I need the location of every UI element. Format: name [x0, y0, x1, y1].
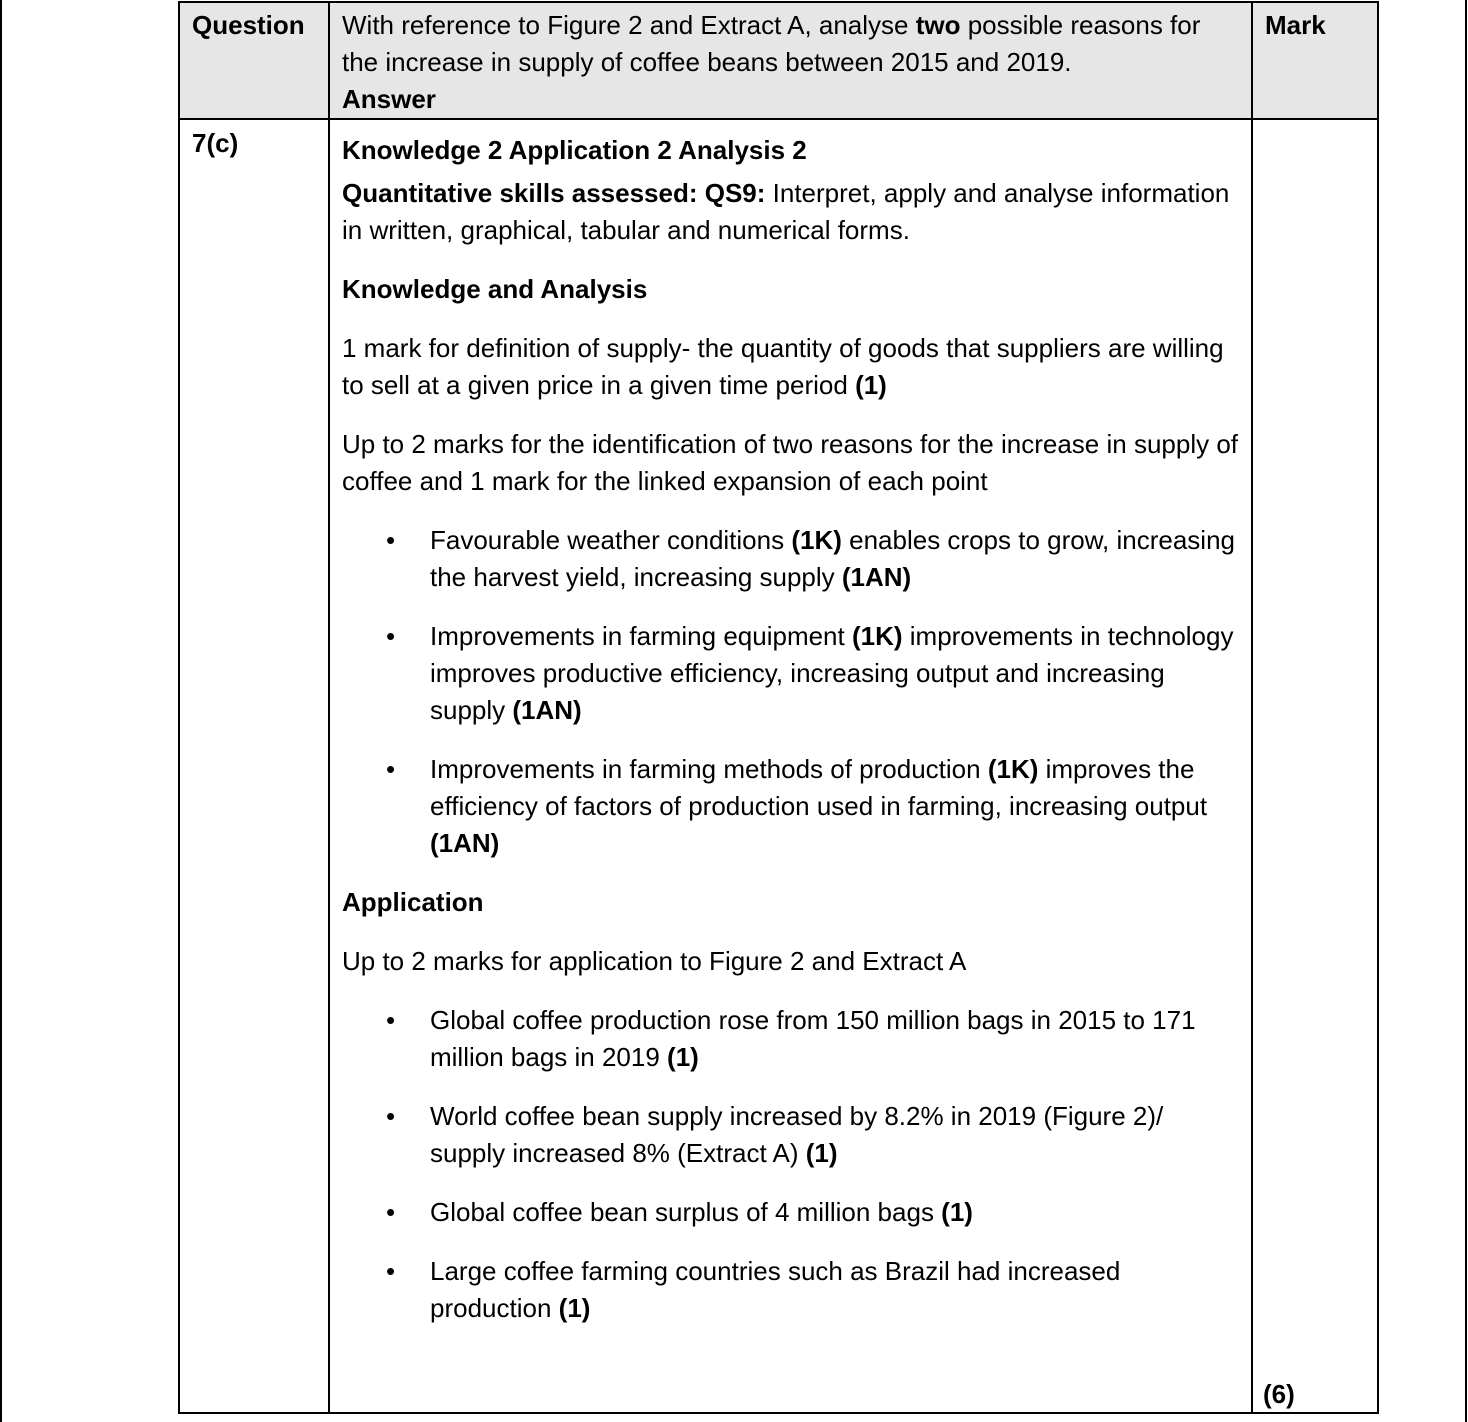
bullet-icon: • — [386, 621, 396, 651]
definition-text: 1 mark for definition of supply- the quantity of goods that suppliers are willing to sell at a given price in a given time period (1) — [342, 333, 1224, 400]
total-mark: (6) — [1263, 1379, 1295, 1409]
header-row — [179, 2, 1378, 119]
list-item: • Global coffee bean surplus of 4 million bags (1) — [342, 1194, 1241, 1231]
reasons-intro: Up to 2 marks for the identification of two reasons for the increase in supply of coffee and 1 mark for the linked expansion of each point — [342, 429, 1239, 496]
mark-scheme-table — [178, 1, 1379, 1414]
bullet-icon: • — [386, 1256, 396, 1286]
mark-header: Mark — [1252, 2, 1378, 119]
answer-cell — [329, 119, 1252, 1413]
question-number: 7(c) — [179, 119, 329, 1413]
reasons-list — [342, 522, 1241, 862]
ao-summary: Knowledge 2 Application 2 Analysis 2 — [342, 135, 807, 165]
question-text: With reference to Figure 2 and Extract A, analyse two possible reasons for the increase in supply of coffee beans between 2015 and 2019. — [342, 10, 1201, 77]
page-border-right — [1465, 0, 1467, 1422]
qs-text: Quantitative skills assessed: QS9: Interpret, apply and analyse information in written, graphical, tabular and numerical forms. — [342, 178, 1230, 245]
question-text-cell — [329, 2, 1252, 119]
section-knowledge-analysis-title: Knowledge and Analysis — [342, 274, 648, 304]
mark-cell — [1252, 119, 1378, 1413]
section-application-title: Application — [342, 887, 484, 917]
list-item: • Global coffee production rose from 150 million bags in 2015 to 171 million bags in 2019 (1) — [342, 1002, 1241, 1076]
list-item: • Improvements in farming equipment (1K) improvements in technology improves productive efficiency, increasing output and increasing supply (1AN) — [342, 618, 1241, 729]
application-intro: Up to 2 marks for application to Figure 2 and Extract A — [342, 946, 967, 976]
list-item: • World coffee bean supply increased by 8.2% in 2019 (Figure 2)/ supply increased 8% (Extract A) (1) — [342, 1098, 1241, 1172]
list-item: • Improvements in farming methods of production (1K) improves the efficiency of factors of production used in farming, increasing output (1AN) — [342, 751, 1241, 862]
answer-row — [179, 119, 1378, 1413]
bullet-icon: • — [386, 525, 396, 555]
page-border-left — [0, 0, 2, 1422]
bullet-icon: • — [386, 1005, 396, 1035]
bullet-icon: • — [386, 754, 396, 784]
answer-header: Answer — [342, 84, 436, 114]
bullet-icon: • — [386, 1101, 396, 1131]
bullet-icon: • — [386, 1197, 396, 1227]
applications-list — [342, 1002, 1241, 1327]
question-header: Question — [179, 2, 329, 119]
list-item: • Favourable weather conditions (1K) enables crops to grow, increasing the harvest yield, increasing supply (1AN) — [342, 522, 1241, 596]
list-item: • Large coffee farming countries such as Brazil had increased production (1) — [342, 1253, 1241, 1327]
